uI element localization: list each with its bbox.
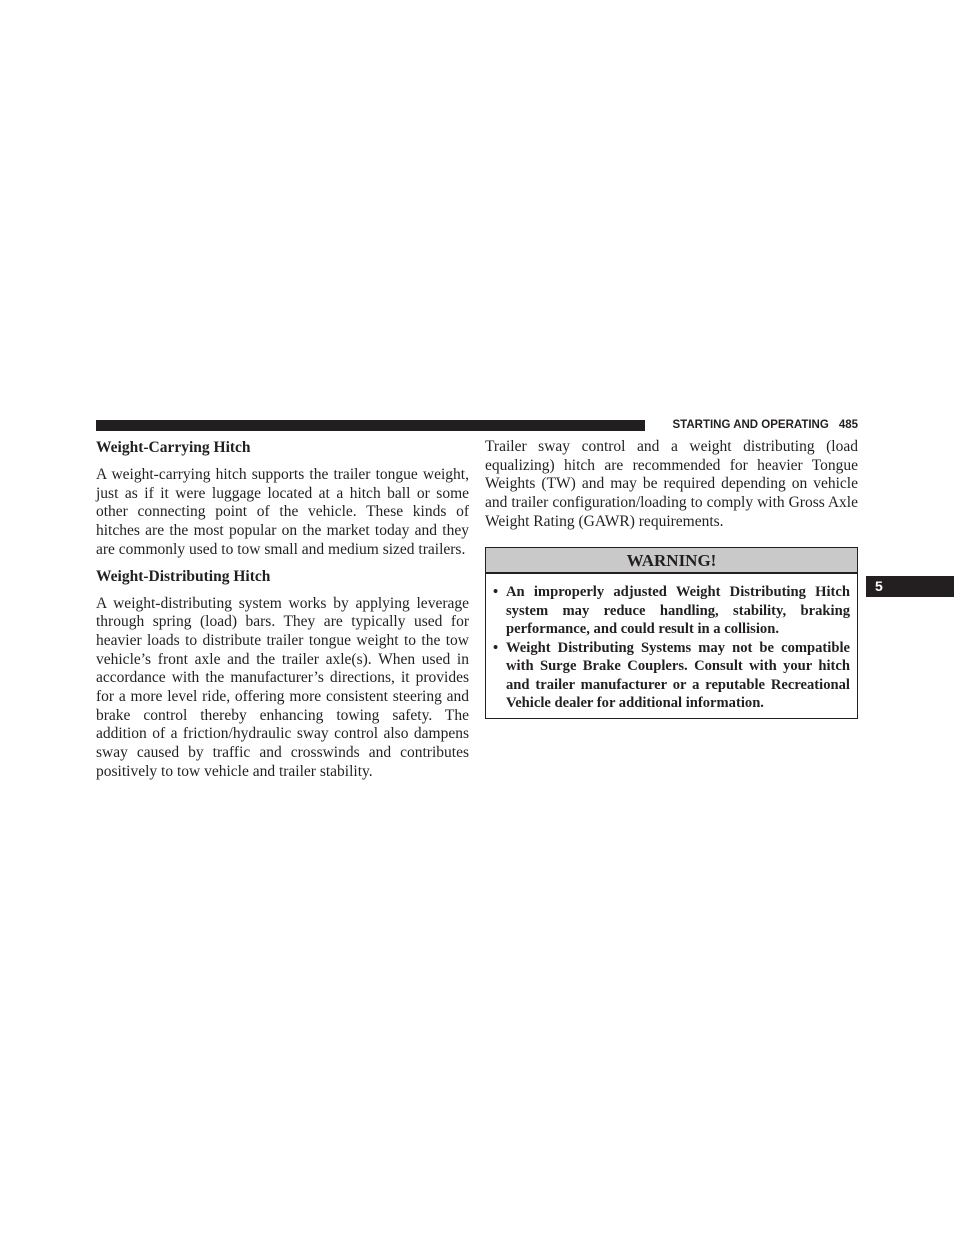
- paragraph-sway-control: Trailer sway control and a weight distributing (load equalizing) hitch are recommended for heavier Tongue Weights (TW) and may be required depending on vehicle and trailer configuration/loading to comply with Gross Axle Weight Rating (GAWR) requirements.: [485, 438, 858, 530]
- warning-item-text: An improperly adjusted Weight Distributing Hitch system may reduce handling, stability, braking performance, and could result in a collision.: [506, 584, 850, 637]
- bullet-icon: •: [493, 584, 499, 600]
- paragraph-weight-distributing: A weight-distributing system works by applying leverage through spring (load) bars. They are typically used for heavier loads to distribute trailer tongue weight to the tow vehicle’s front axle and the trailer axle(s). When used in accordance with the manufacturer’s directions, it provides for a more level ride, offering more consistent steering and brake control thereby enhancing towing safety. The addition of a friction/hydraulic sway control also dampens sway caused by traffic and crosswinds and contributes positively to tow vehicle and trailer stability.: [96, 594, 469, 780]
- warning-item-text: Weight Distributing Systems may not be compatible with Surge Brake Couplers. Consult with your hitch and trailer manufacturer or a reputable Recreational Vehicle dealer for additional information.: [506, 639, 850, 711]
- warning-list: [486, 574, 857, 713]
- section-title: STARTING AND OPERATING: [672, 419, 829, 431]
- heading-weight-distributing-hitch: Weight-Distributing Hitch: [96, 567, 271, 585]
- warning-title: WARNING!: [486, 548, 857, 574]
- heading-weight-carrying-hitch: Weight-Carrying Hitch: [96, 439, 251, 456]
- left-column: [96, 438, 469, 782]
- paragraph-weight-carrying: A weight-carrying hitch supports the trailer tongue weight, just as if it were luggage located at a hitch ball or some other connecting point of the vehicle. These kinds of hitches are the most popular on the market today and they are commonly used to tow small and medium sized trailers.: [96, 466, 469, 558]
- page-number: 485: [838, 419, 858, 431]
- header-rule: [96, 420, 645, 431]
- warning-item: [493, 583, 850, 639]
- warning-item: [493, 639, 850, 713]
- running-header: [650, 417, 858, 433]
- warning-box: [485, 547, 858, 719]
- right-column: [485, 438, 858, 532]
- bullet-icon: •: [493, 639, 499, 656]
- chapter-tab: 5: [866, 576, 954, 597]
